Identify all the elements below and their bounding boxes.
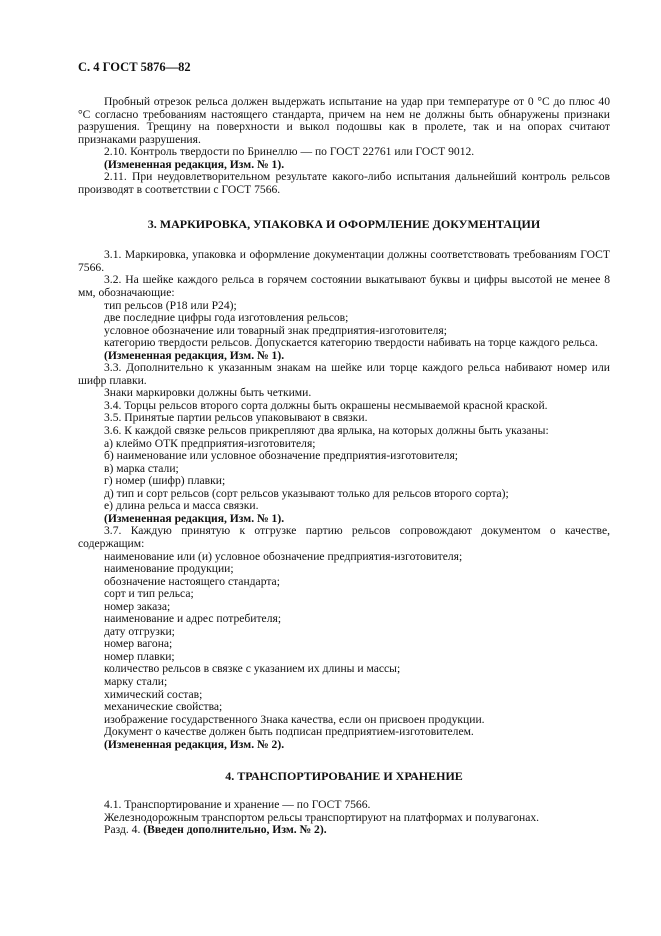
list-item: механические свойства; — [104, 700, 223, 714]
paragraph-3-4: 3.4. Торцы рельсов второго сорта должны быть окрашены несмываемой красной краской. — [104, 398, 548, 412]
paragraph: Пробный отрезок рельса должен выдержать испытание на удар при температуре от 0 °С до плюс 40 °С согласно требованиям настоящего стандарта, причем на нем не должны быть обнаружены признаки разрушения. Трещину на поверхности и выкол подошвы как в пролете, так и на опорах считают признаками разрушения. — [78, 95, 610, 146]
section-note — [78, 824, 610, 837]
list-item: сорт и тип рельса; — [104, 587, 194, 601]
paragraph-3-3: 3.3. Дополнительно к указанным знакам на шейке или торце каждого рельса набивают номер или шифр плавки. — [78, 361, 610, 387]
paragraph-4-1: 4.1. Транспортирование и хранение — по ГОСТ 7566. — [104, 798, 371, 812]
document-body — [78, 96, 610, 837]
list-item: д) тип и сорт рельсов (сорт рельсов указывают только для рельсов второго сорта); — [104, 486, 509, 500]
list-item: б) наименование или условное обозначение предприятия-изготовителя; — [104, 449, 459, 463]
list-item: количество рельсов в связке с указанием их длины и массы; — [104, 662, 401, 676]
paragraph-2-11: 2.11. При неудовлетворительном результате какого-либо испытания дальнейший контроль рельсов производят в соответствии с ГОСТ 7566. — [78, 170, 610, 196]
note-prefix: Разд. 4. — [104, 823, 144, 837]
paragraph-3-2: 3.2. На шейке каждого рельса в горячем состоянии выкатывают буквы и цифры высотой не менее 8 мм, обозначающие: — [78, 273, 610, 300]
list-item: тип рельсов (Р18 или Р24); — [104, 298, 237, 312]
paragraph: Железнодорожным транспортом рельсы транспортируют на платформах и полувагонах. — [104, 810, 540, 824]
list-item: номер плавки; — [104, 649, 175, 663]
list-item: в) марка стали; — [104, 461, 179, 475]
list-item: химический состав; — [104, 687, 203, 701]
revision-note: (Измененная редакция, Изм. № 1). — [104, 511, 285, 525]
list-item: категорию твердости рельсов. Допускается категорию твердости набивать на торце каждого рельса. — [104, 336, 598, 350]
list-item: изображение государственного Знака качества, если он присвоен продукции. — [104, 712, 485, 726]
list-item: наименование и адрес потребителя; — [104, 612, 282, 626]
list-item: дату отгрузки; — [104, 624, 175, 638]
revision-note: (Измененная редакция, Изм. № 1). — [104, 157, 285, 171]
list-item: наименование или (и) условное обозначение предприятия-изготовителя; — [104, 549, 463, 563]
paragraph-3-5: 3.5. Принятые партии рельсов упаковывают в связки. — [104, 411, 368, 425]
list-item: номер заказа; — [104, 599, 171, 613]
paragraph-3-1: 3.1. Маркировка, упаковка и оформление документации должны соответствовать требованиям ГОСТ 7566. — [78, 248, 610, 274]
list-item: условное обозначение или товарный знак предприятия-изготовителя; — [104, 323, 447, 337]
page-header: С. 4 ГОСТ 5876—82 — [78, 60, 191, 74]
note-bold: (Введен дополнительно, Изм. № 2). — [143, 823, 327, 837]
paragraph-3-7: 3.7. Каждую принятую к отгрузке партию рельсов сопровождают документом о качестве, содержащим: — [78, 524, 610, 550]
list-item: номер вагона; — [104, 637, 173, 651]
list-item: две последние цифры года изготовления рельсов; — [104, 311, 349, 325]
list-item: г) номер (шифр) плавки; — [104, 474, 226, 488]
revision-note: (Измененная редакция, Изм. № 1). — [104, 348, 285, 362]
list-item: наименование продукции; — [104, 562, 234, 576]
list-item: марку стали; — [104, 674, 168, 688]
list-item: Документ о качестве должен быть подписан предприятием-изготовителем. — [104, 725, 474, 739]
paragraph: Знаки маркировки должны быть четкими. — [104, 386, 312, 400]
section-4-heading: 4. ТРАНСПОРТИРОВАНИЕ И ХРАНЕНИЕ — [225, 769, 463, 784]
paragraph-2-10: 2.10. Контроль твердости по Бринеллю — по ГОСТ 22761 или ГОСТ 9012. — [104, 145, 475, 159]
list-item: обозначение настоящего стандарта; — [104, 574, 280, 588]
quality-document-list — [78, 551, 610, 739]
section-3-heading: 3. МАРКИРОВКА, УПАКОВКА И ОФОРМЛЕНИЕ ДОКУМЕНТАЦИИ — [147, 217, 541, 232]
revision-note: (Измененная редакция, Изм. № 2). — [104, 737, 285, 751]
list-item: е) длина рельса и масса связки. — [104, 499, 259, 513]
list-item: а) клеймо ОТК предприятия-изготовителя; — [104, 436, 316, 450]
paragraph-3-6: 3.6. К каждой связке рельсов прикрепляют два ярлыка, на которых должны быть указаны: — [104, 424, 549, 438]
